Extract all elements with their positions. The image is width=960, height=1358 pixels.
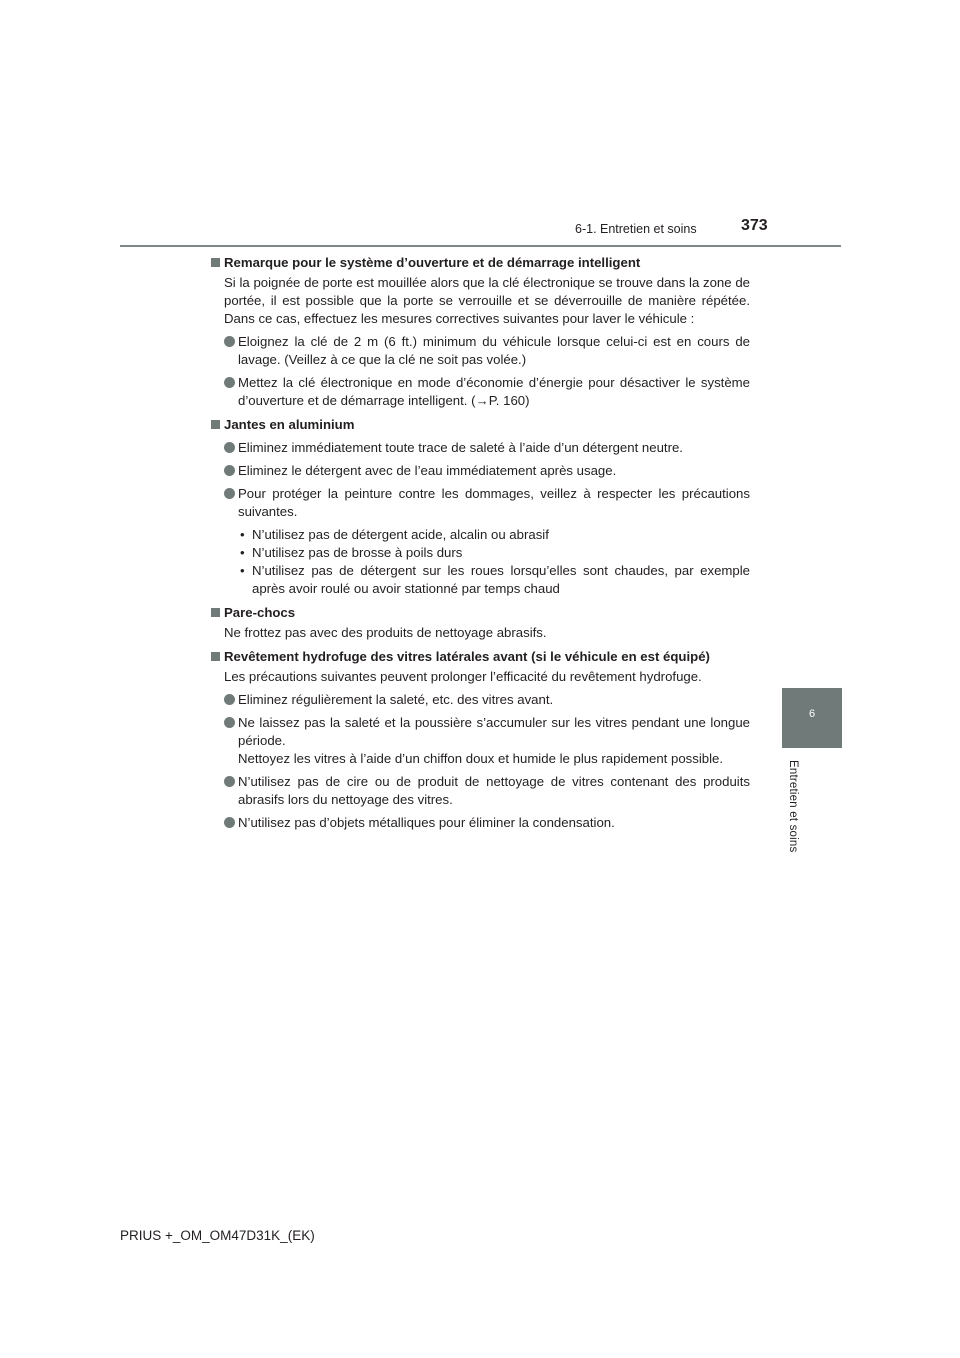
- sub-list-item: [238, 526, 750, 544]
- list-item-continuation: Nettoyez les vitres à l’aide d’un chiffon doux et humide le plus rapidement possible.: [238, 751, 724, 766]
- section-paragraph: Si la poignée de porte est mouillée alors que la clé électronique se trouve dans la zone de portée, il est possible que la porte se verrouille et se déverrouille de manière répétée. Dans ce cas, effectuez les mesures correctives suivantes pour laver le véhicule :: [224, 275, 750, 326]
- list-item-text: Ne laissez pas la saleté et la poussière s’accumuler sur les vitres pendant une longue période.: [238, 715, 750, 748]
- dot-bullet-icon: •: [240, 527, 245, 542]
- list-item-text: Eloignez la clé de 2 m (6 ft.) minimum du véhicule lorsque celui-ci est en cours de lavage. (Veillez à ce que la clé ne soit pas volée.): [238, 334, 750, 367]
- circle-bullet-icon: [224, 488, 235, 499]
- square-bullet-icon: [211, 652, 220, 661]
- circle-bullet-icon: [224, 465, 235, 476]
- page-content: [211, 254, 750, 832]
- sub-list-item: [238, 544, 750, 562]
- list-item-text: Eliminez régulièrement la saleté, etc. des vitres avant.: [238, 692, 554, 707]
- sub-list-item-text: N’utilisez pas de détergent sur les roues lorsqu’elles sont chaudes, par exemple après avoir roulé ou avoir stationné par temps chaud: [252, 563, 750, 596]
- section-heading: [211, 648, 750, 666]
- section-heading: [211, 254, 750, 272]
- circle-bullet-icon: [224, 442, 235, 453]
- section-title: Jantes en aluminium: [224, 417, 355, 432]
- sub-list-item-text: N’utilisez pas de détergent acide, alcalin ou abrasif: [252, 527, 549, 542]
- list-item: [211, 773, 750, 809]
- section-paragraph: Ne frottez pas avec des produits de nettoyage abrasifs.: [224, 625, 547, 640]
- chapter-tab-number: 6: [808, 708, 816, 720]
- section-title: Revêtement hydrofuge des vitres latérales avant (si le véhicule en est équipé): [224, 649, 710, 664]
- dot-bullet-icon: •: [240, 545, 245, 560]
- section-heading: [211, 416, 750, 434]
- circle-bullet-icon: [224, 776, 235, 787]
- list-item: [211, 439, 750, 457]
- circle-bullet-icon: [224, 717, 235, 728]
- list-item: [211, 374, 750, 410]
- square-bullet-icon: [211, 420, 220, 429]
- list-item: [211, 462, 750, 480]
- list-item: [211, 714, 750, 768]
- list-item-text: N’utilisez pas d’objets métalliques pour éliminer la condensation.: [238, 815, 615, 830]
- list-item: [211, 485, 750, 521]
- chapter-tab: [782, 688, 842, 748]
- list-item: [211, 691, 750, 709]
- square-bullet-icon: [211, 258, 220, 267]
- dot-bullet-icon: •: [240, 563, 245, 578]
- document-code: PRIUS +_OM_OM47D31K_(EK): [120, 1228, 315, 1243]
- section-heading: [211, 604, 750, 622]
- section-title: Remarque pour le système d’ouverture et de démarrage intelligent: [224, 255, 641, 270]
- circle-bullet-icon: [224, 336, 235, 347]
- section-paragraph: Les précautions suivantes peuvent prolonger l’efficacité du revêtement hydrofuge.: [224, 669, 702, 684]
- list-item: [211, 814, 750, 832]
- chapter-header: 6-1. Entretien et soins: [575, 222, 697, 236]
- circle-bullet-icon: [224, 694, 235, 705]
- list-item: [211, 333, 750, 369]
- list-item-text: N’utilisez pas de cire ou de produit de nettoyage de vitres contenant des produits abrasifs lors du nettoyage des vitres.: [238, 774, 750, 807]
- square-bullet-icon: [211, 608, 220, 617]
- header-divider: [120, 245, 841, 247]
- list-item-text: Pour protéger la peinture contre les dommages, veillez à respecter les précautions suivantes.: [238, 486, 750, 519]
- chapter-side-title: Entretien et soins: [787, 760, 799, 853]
- list-item-text: Eliminez le détergent avec de l’eau immédiatement après usage.: [238, 463, 617, 478]
- circle-bullet-icon: [224, 817, 235, 828]
- list-item-text: Mettez la clé électronique en mode d’économie d’énergie pour désactiver le système d’ouverture et de démarrage intelligent. (→P. 160): [238, 375, 750, 408]
- page-number: 373: [741, 217, 768, 234]
- list-item-text: Eliminez immédiatement toute trace de saleté à l’aide d’un détergent neutre.: [238, 440, 683, 455]
- sub-list-item: [238, 562, 750, 598]
- circle-bullet-icon: [224, 377, 235, 388]
- sub-list: [211, 526, 750, 598]
- section-title: Pare-chocs: [224, 605, 296, 620]
- sub-list-item-text: N’utilisez pas de brosse à poils durs: [252, 545, 463, 560]
